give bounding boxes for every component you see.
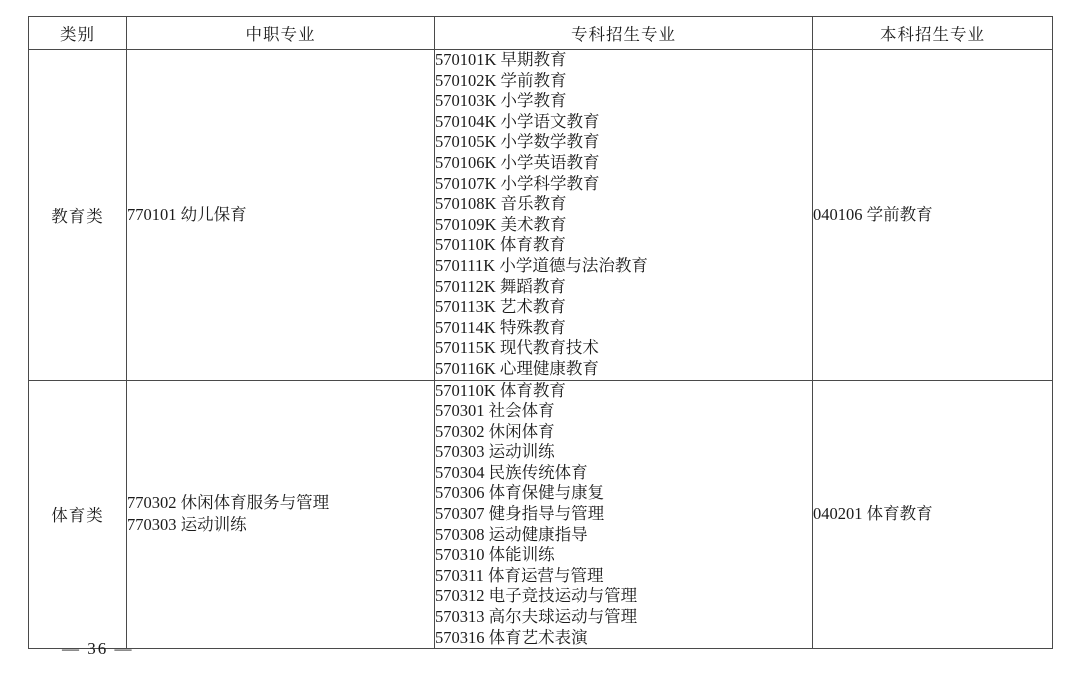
college-major-item: 570310 体能训练 [435, 545, 555, 565]
page-number: — 36 — [62, 639, 134, 658]
column-header-vocational: 中职专业 [127, 17, 435, 50]
college-major-item: 570111K 小学道德与法治教育 [435, 255, 648, 275]
cell-category: 教育类 [29, 50, 127, 381]
cell-category: 体育类 [29, 380, 127, 649]
cell-college-majors [435, 50, 813, 381]
college-major-item: 570116K 心理健康教育 [435, 358, 599, 378]
college-major-item: 570105K 小学数学教育 [435, 132, 600, 152]
cell-undergraduate [813, 50, 1053, 381]
vocational-item: 770101 幼儿保育 [127, 204, 247, 224]
table-header [29, 17, 1053, 50]
college-major-item: 570301 社会体育 [435, 401, 555, 421]
college-major-item: 570106K 小学英语教育 [435, 152, 600, 172]
college-major-item: 570112K 舞蹈教育 [435, 276, 566, 296]
table-header-row [29, 17, 1053, 50]
table-row [29, 380, 1053, 649]
college-major-item: 570107K 小学科学教育 [435, 173, 600, 193]
table-body [29, 50, 1053, 649]
college-major-item: 570110K 体育教育 [435, 380, 566, 400]
college-major-item: 570311 体育运营与管理 [435, 565, 604, 585]
cell-vocational [127, 50, 435, 381]
college-major-item: 570307 健身指导与管理 [435, 504, 605, 524]
college-major-item: 570103K 小学教育 [435, 91, 567, 111]
college-major-item: 570316 体育艺术表演 [435, 627, 588, 647]
majors-table [28, 16, 1053, 649]
column-header-category: 类别 [29, 17, 127, 50]
college-major-item: 570113K 艺术教育 [435, 297, 566, 317]
college-major-item: 570302 休闲体育 [435, 421, 555, 441]
page-footer [0, 639, 1080, 659]
column-header-undergraduate: 本科招生专业 [813, 17, 1053, 50]
college-major-item: 570313 高尔夫球运动与管理 [435, 607, 638, 627]
college-major-item: 570303 运动训练 [435, 442, 555, 462]
college-major-item: 570115K 现代教育技术 [435, 338, 599, 358]
college-major-item: 570109K 美术教育 [435, 214, 567, 234]
table-row [29, 50, 1053, 381]
cell-college-majors [435, 380, 813, 649]
college-major-item: 570114K 特殊教育 [435, 317, 566, 337]
vocational-item: 770303 运动训练 [127, 515, 247, 535]
college-major-item: 570110K 体育教育 [435, 235, 566, 255]
undergraduate-item: 040201 体育教育 [813, 504, 933, 524]
undergraduate-item: 040106 学前教育 [813, 204, 933, 224]
college-major-item: 570306 体育保健与康复 [435, 483, 605, 503]
college-major-item: 570102K 学前教育 [435, 70, 567, 90]
college-major-item: 570104K 小学语文教育 [435, 111, 600, 131]
cell-undergraduate [813, 380, 1053, 649]
vocational-item: 770302 休闲体育服务与管理 [127, 493, 330, 513]
cell-vocational [127, 380, 435, 649]
college-major-item: 570101K 早期教育 [435, 50, 567, 69]
column-header-college: 专科招生专业 [435, 17, 813, 50]
college-major-item: 570312 电子竞技运动与管理 [435, 586, 638, 606]
college-major-item: 570304 民族传统体育 [435, 462, 588, 482]
college-major-item: 570308 运动健康指导 [435, 524, 588, 544]
college-major-item: 570108K 音乐教育 [435, 194, 567, 214]
